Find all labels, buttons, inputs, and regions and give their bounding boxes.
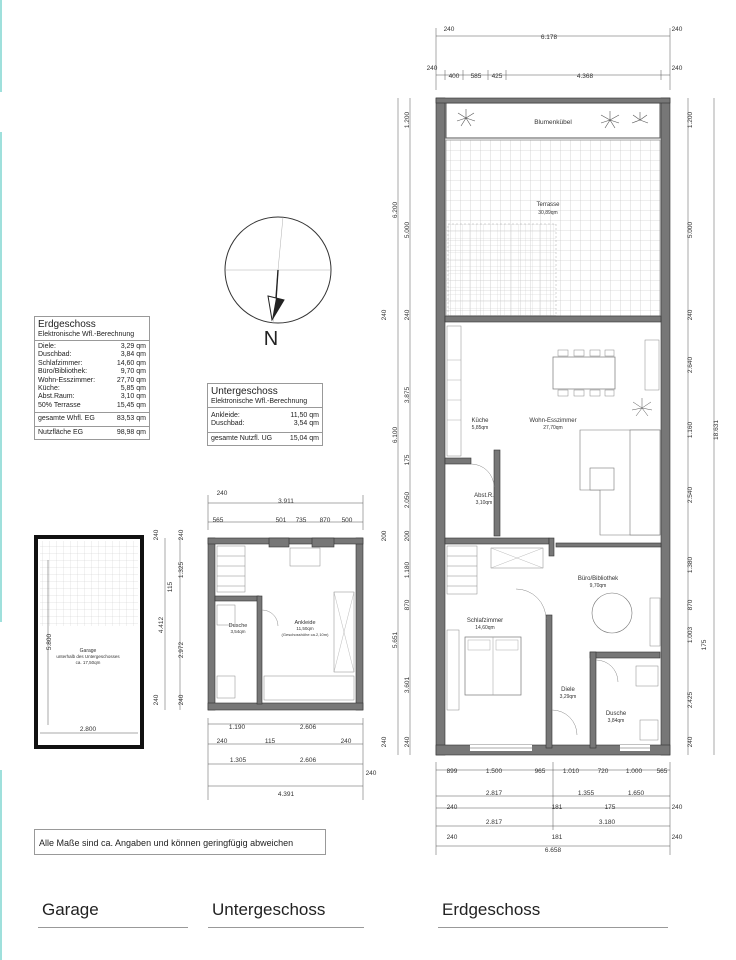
svg-text:240: 240 bbox=[446, 804, 458, 811]
svg-text:4.412: 4.412 bbox=[158, 616, 165, 634]
svg-text:240: 240 bbox=[153, 694, 160, 706]
svg-text:1.380: 1.380 bbox=[687, 556, 694, 574]
svg-text:175: 175 bbox=[701, 639, 708, 651]
svg-text:870: 870 bbox=[404, 599, 411, 611]
north-label: N bbox=[263, 328, 279, 350]
room-label-terrasse: Terrasse bbox=[536, 202, 560, 208]
garage-plan bbox=[36, 537, 142, 747]
plant-icon bbox=[632, 398, 652, 416]
svg-text:565: 565 bbox=[656, 768, 668, 775]
eg-plan bbox=[436, 98, 670, 755]
svg-text:1.190: 1.190 bbox=[228, 724, 246, 731]
svg-text:5.800: 5.800 bbox=[46, 633, 53, 651]
svg-text:240: 240 bbox=[671, 804, 683, 811]
svg-text:240: 240 bbox=[443, 26, 455, 33]
svg-text:115: 115 bbox=[167, 581, 174, 593]
svg-text:720: 720 bbox=[597, 768, 609, 775]
svg-text:240: 240 bbox=[178, 694, 185, 706]
svg-text:200: 200 bbox=[381, 530, 388, 542]
svg-text:175: 175 bbox=[404, 454, 411, 466]
svg-text:240: 240 bbox=[426, 65, 438, 72]
svg-text:6.178: 6.178 bbox=[540, 34, 558, 41]
svg-text:565: 565 bbox=[212, 517, 224, 524]
room-area-diele: 3,29qm bbox=[559, 694, 577, 700]
table-row: 50% Terrasse 15,45 qm bbox=[38, 401, 146, 409]
svg-text:2.606: 2.606 bbox=[299, 757, 317, 764]
svg-text:1.650: 1.650 bbox=[627, 790, 645, 797]
table-row: Ankleide: 11,50 qm bbox=[211, 412, 319, 419]
svg-text:240: 240 bbox=[216, 490, 228, 497]
eg-table-subtitle: Elektronische Wfl.-Berechnung bbox=[35, 330, 149, 341]
room-label-dusche-eg: Dusche bbox=[605, 711, 627, 717]
floor-title-ug: Untergeschoss bbox=[208, 900, 364, 928]
svg-text:240: 240 bbox=[340, 738, 352, 745]
margin-rule bbox=[0, 132, 2, 622]
svg-text:1.500: 1.500 bbox=[485, 768, 503, 775]
svg-text:1.003: 1.003 bbox=[687, 626, 694, 644]
disclaimer-note: Alle Maße sind ca. Angaben und können geringfügig abweichen bbox=[34, 829, 326, 855]
svg-text:240: 240 bbox=[687, 309, 694, 321]
svg-text:115: 115 bbox=[264, 738, 276, 745]
svg-text:181: 181 bbox=[551, 834, 563, 841]
svg-text:2.050: 2.050 bbox=[404, 491, 411, 509]
eg-area-table bbox=[34, 316, 150, 440]
room-label-dusche-ug: Dusche bbox=[228, 623, 248, 629]
svg-text:965: 965 bbox=[534, 768, 546, 775]
floor-title-eg: Erdgeschoss bbox=[438, 900, 668, 928]
svg-text:unterhalb des Untergeschosses: unterhalb des Untergeschosses bbox=[56, 654, 120, 659]
terrace-pergola bbox=[448, 224, 556, 316]
svg-text:735: 735 bbox=[295, 517, 307, 524]
svg-text:240: 240 bbox=[687, 736, 694, 748]
svg-text:3.180: 3.180 bbox=[598, 819, 616, 826]
garage-label: Garage bbox=[79, 648, 97, 654]
ug-total-row: gesamte Nutzfl. UG 15,04 qm bbox=[208, 432, 322, 445]
table-row: Diele: 3,29 qm bbox=[38, 343, 146, 350]
floor-title-garage: Garage bbox=[38, 900, 188, 928]
svg-text:240: 240 bbox=[671, 26, 683, 33]
ug-table-subtitle: Elektronische Wfl.-Berechnung bbox=[208, 397, 322, 408]
svg-text:240: 240 bbox=[153, 529, 160, 541]
svg-text:400: 400 bbox=[448, 73, 460, 80]
ug-area-table bbox=[207, 383, 323, 446]
svg-text:1.325: 1.325 bbox=[178, 561, 185, 579]
svg-text:501: 501 bbox=[275, 517, 287, 524]
room-note-ankleide: (Geschosshöhe ca.2,10m) bbox=[281, 632, 329, 637]
room-area-dusche-eg: 3,84qm bbox=[607, 718, 625, 724]
svg-text:2.540: 2.540 bbox=[687, 486, 694, 504]
svg-text:6.100: 6.100 bbox=[392, 426, 399, 444]
svg-text:3.875: 3.875 bbox=[404, 386, 411, 404]
room-label-blumenkuebel: Blumenkübel bbox=[534, 119, 572, 126]
margin-rule bbox=[0, 770, 2, 960]
svg-text:500: 500 bbox=[341, 517, 353, 524]
eg-nutz-row: Nutzfläche EG 98,98 qm bbox=[35, 426, 149, 439]
svg-text:240: 240 bbox=[216, 738, 228, 745]
svg-text:2.640: 2.640 bbox=[687, 356, 694, 374]
svg-text:6.658: 6.658 bbox=[544, 847, 562, 854]
svg-text:1.010: 1.010 bbox=[562, 768, 580, 775]
svg-text:870: 870 bbox=[319, 517, 331, 524]
room-label-kueche: Küche bbox=[471, 418, 489, 424]
room-label-wohn: Wohn-Esszimmer bbox=[529, 418, 577, 424]
eg-total-row: gesamte Whfl. EG 83,53 qm bbox=[35, 412, 149, 425]
room-label-schlaf: Schlafzimmer bbox=[466, 618, 504, 624]
svg-text:5.000: 5.000 bbox=[404, 221, 411, 239]
svg-text:1.160: 1.160 bbox=[687, 421, 694, 439]
svg-text:899: 899 bbox=[446, 768, 458, 775]
table-row: Büro/Bibliothek: 9,70 qm bbox=[38, 368, 146, 376]
svg-text:3.601: 3.601 bbox=[404, 676, 411, 694]
svg-text:200: 200 bbox=[404, 530, 411, 542]
round-table bbox=[592, 593, 632, 633]
eg-table-title: Erdgeschoss bbox=[38, 319, 96, 330]
margin-rule bbox=[0, 0, 2, 92]
svg-text:2.817: 2.817 bbox=[485, 819, 503, 826]
svg-text:1.355: 1.355 bbox=[577, 790, 595, 797]
svg-text:2.972: 2.972 bbox=[178, 641, 185, 659]
svg-text:2.606: 2.606 bbox=[299, 724, 317, 731]
svg-text:240: 240 bbox=[446, 834, 458, 841]
svg-text:240: 240 bbox=[178, 529, 185, 541]
svg-text:181: 181 bbox=[551, 804, 563, 811]
svg-text:240: 240 bbox=[404, 736, 411, 748]
svg-text:6.200: 6.200 bbox=[392, 201, 399, 219]
room-label-diele: Diele bbox=[561, 687, 575, 693]
room-area-abst: 3,10qm bbox=[475, 500, 493, 506]
room-area-terrasse: 30,89qm bbox=[538, 210, 558, 216]
svg-text:2.800: 2.800 bbox=[79, 726, 97, 733]
svg-text:ca. 17,50qm: ca. 17,50qm bbox=[75, 660, 101, 665]
table-row: Duschbad: 3,84 qm bbox=[38, 351, 146, 359]
sofa bbox=[580, 430, 660, 535]
table-row: Schlafzimmer: 14,60 qm bbox=[38, 359, 146, 367]
svg-text:240: 240 bbox=[404, 309, 411, 321]
room-label-buero: Büro/Bibliothek bbox=[577, 576, 619, 582]
kitchen-counter bbox=[447, 326, 461, 456]
stairs bbox=[447, 546, 477, 594]
svg-text:585: 585 bbox=[470, 73, 482, 80]
svg-text:240: 240 bbox=[381, 309, 388, 321]
svg-text:1.200: 1.200 bbox=[404, 111, 411, 129]
svg-text:425: 425 bbox=[491, 73, 503, 80]
svg-text:1.200: 1.200 bbox=[687, 111, 694, 129]
svg-text:4.391: 4.391 bbox=[277, 791, 295, 798]
svg-text:5.000: 5.000 bbox=[687, 221, 694, 239]
svg-text:240: 240 bbox=[671, 65, 683, 72]
room-area-dusche-ug: 3,54qm bbox=[230, 629, 246, 634]
svg-text:2.425: 2.425 bbox=[687, 691, 694, 709]
table-row: Duschbad: 3,54 qm bbox=[211, 420, 319, 428]
room-label-abst: Abst.R. bbox=[474, 493, 494, 499]
room-area-schlaf: 14,60qm bbox=[475, 625, 495, 631]
svg-text:2.817: 2.817 bbox=[485, 790, 503, 797]
svg-text:175: 175 bbox=[604, 804, 616, 811]
room-area-buero: 9,70qm bbox=[589, 583, 607, 589]
svg-text:240: 240 bbox=[365, 770, 377, 777]
room-area-kueche: 5,85qm bbox=[471, 425, 489, 431]
table-row: Wohn-Esszimmer: 27,70 qm bbox=[38, 376, 146, 384]
room-area-wohn: 27,70qm bbox=[543, 425, 563, 431]
svg-text:1.305: 1.305 bbox=[229, 757, 247, 764]
svg-text:3.911: 3.911 bbox=[278, 498, 294, 505]
svg-text:4.368: 4.368 bbox=[576, 73, 594, 80]
svg-text:1.000: 1.000 bbox=[625, 768, 643, 775]
svg-text:1.180: 1.180 bbox=[404, 561, 411, 579]
svg-text:5.651: 5.651 bbox=[392, 631, 399, 649]
dining-table bbox=[553, 357, 615, 389]
room-label-ankleide: Ankleide bbox=[294, 620, 316, 626]
room-area-ankleide: 11,50qm bbox=[296, 626, 314, 631]
svg-text:240: 240 bbox=[671, 834, 683, 841]
ug-plan bbox=[208, 538, 363, 710]
ug-table-title: Untergeschoss bbox=[211, 386, 278, 397]
svg-text:870: 870 bbox=[687, 599, 694, 611]
table-row: Küche: 5,85 qm bbox=[38, 385, 146, 393]
table-row: Abst.Raum: 3,10 qm bbox=[38, 393, 146, 401]
compass-icon bbox=[225, 217, 331, 350]
svg-text:240: 240 bbox=[381, 736, 388, 748]
svg-text:18.631: 18.631 bbox=[713, 420, 720, 440]
